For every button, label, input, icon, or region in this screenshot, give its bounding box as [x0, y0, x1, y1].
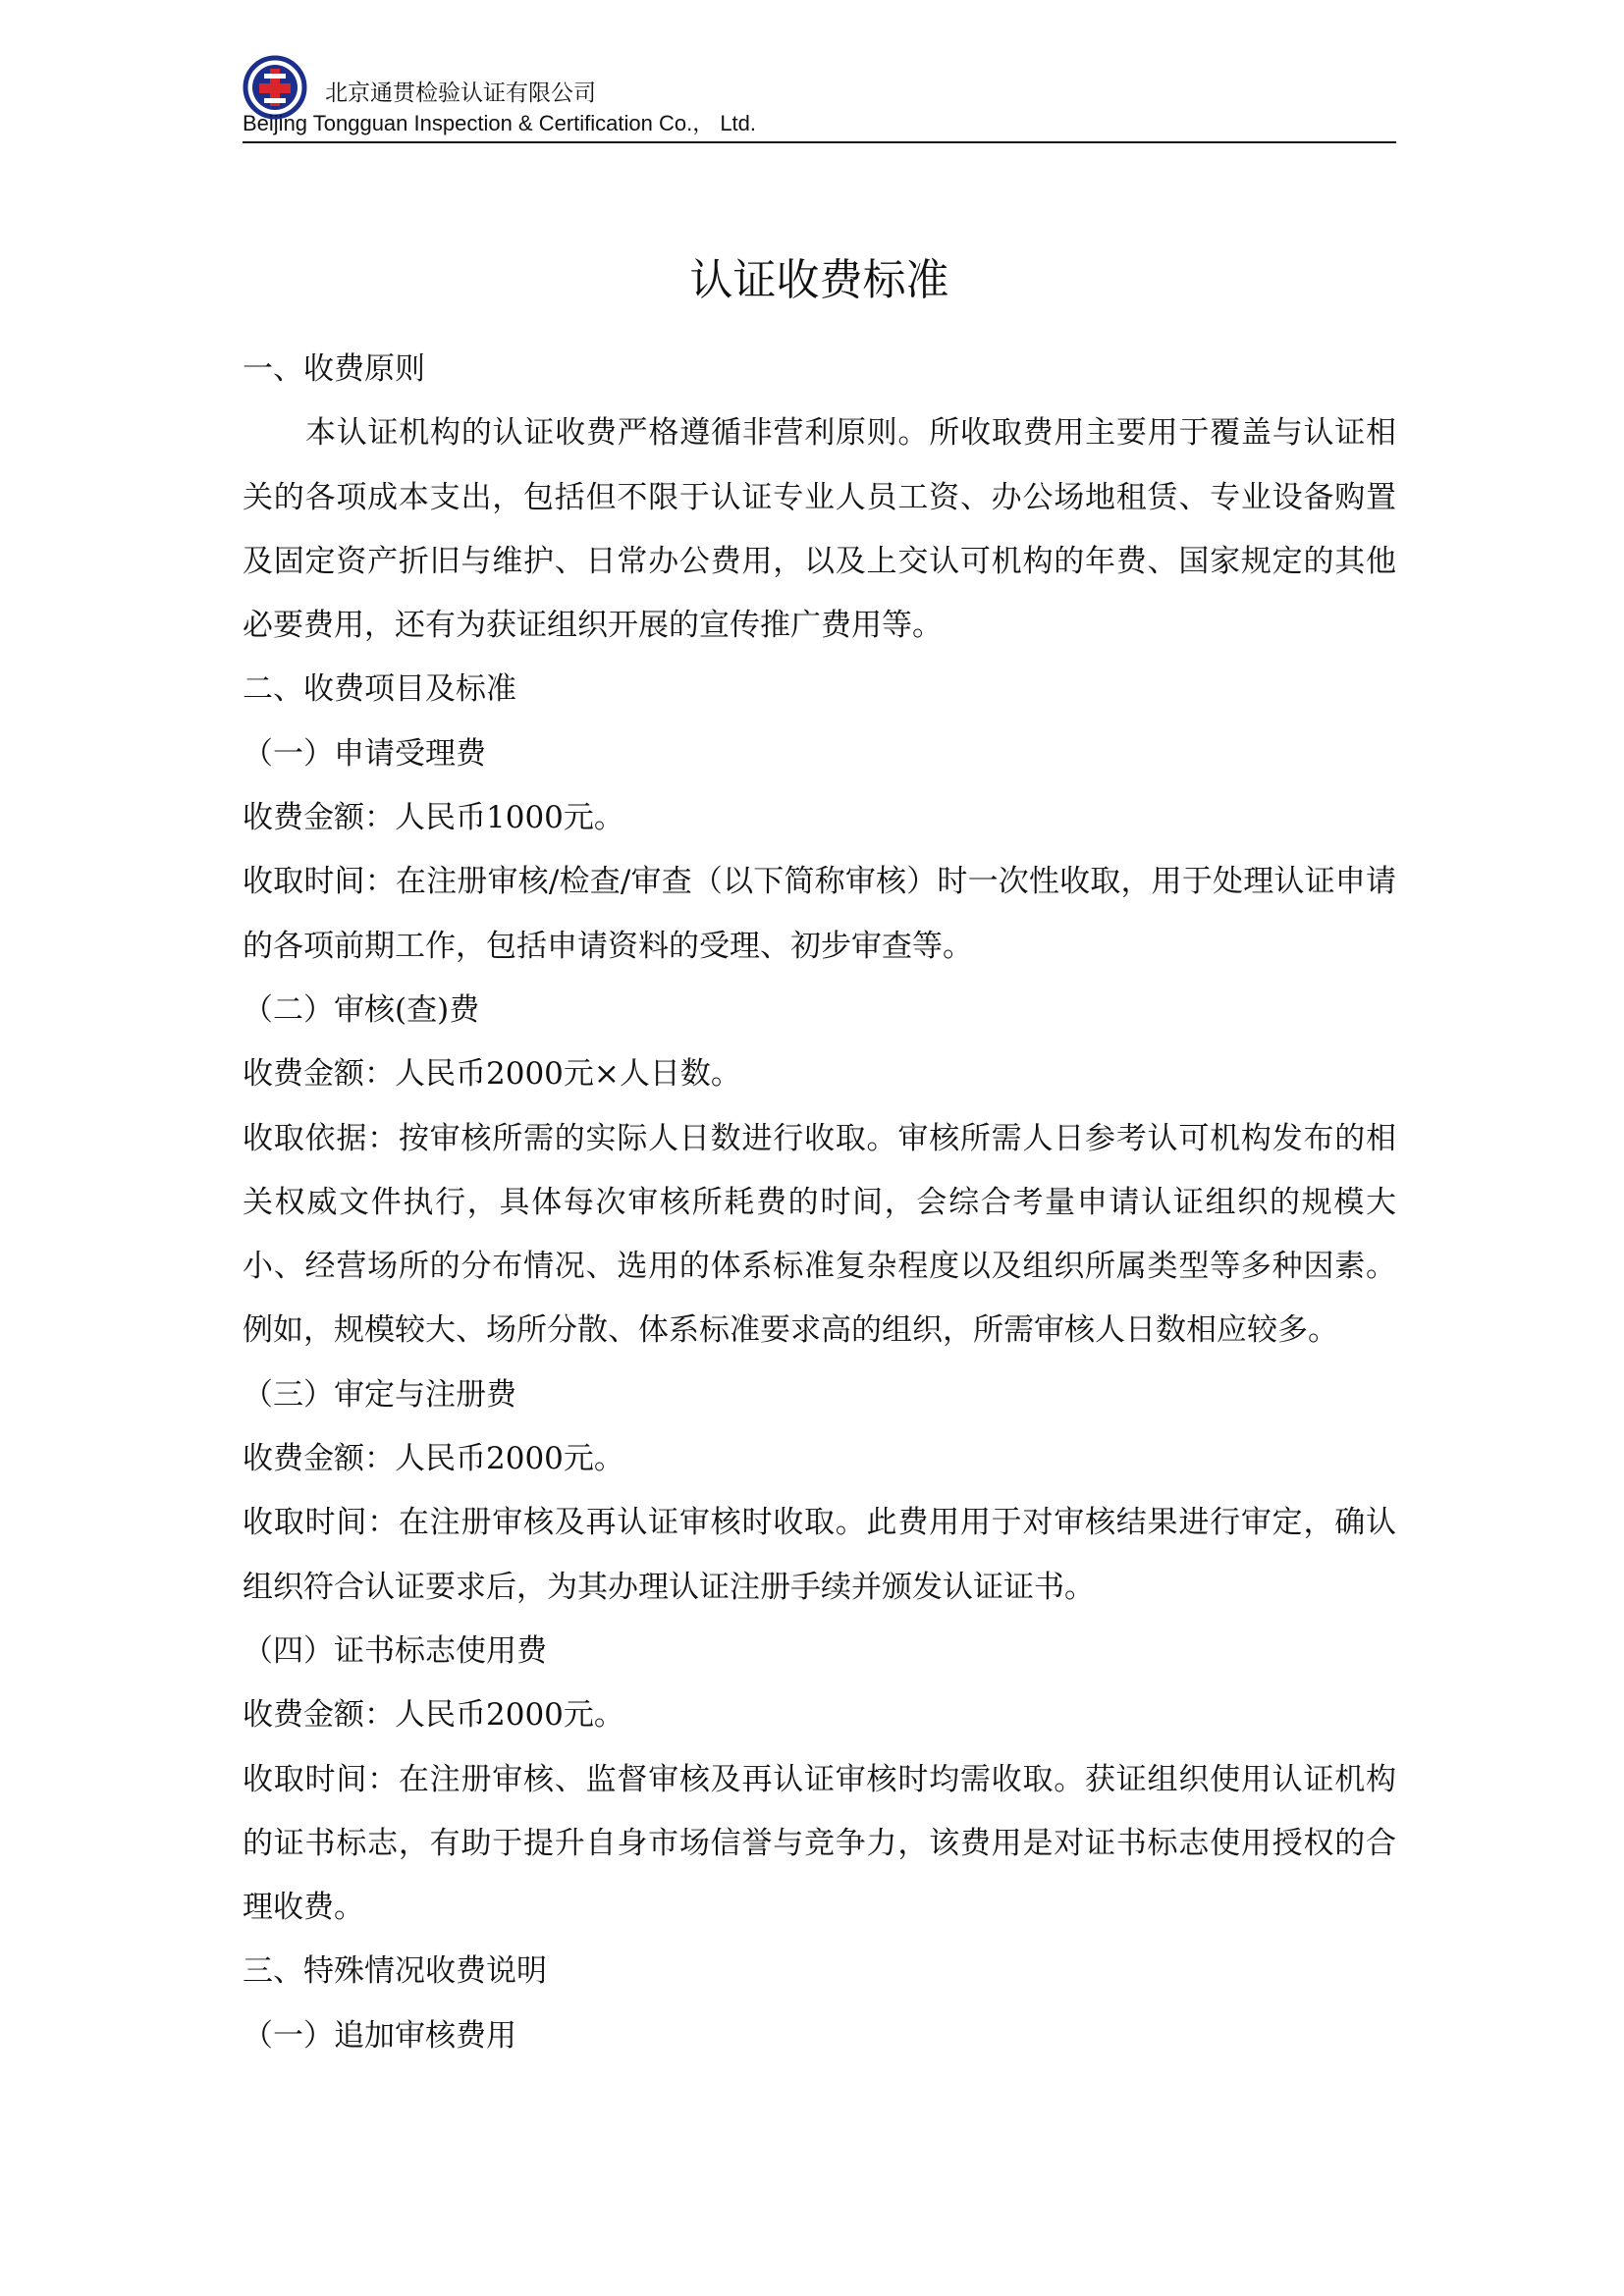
subsection-heading: （一）申请受理费 — [243, 735, 486, 772]
paragraph: 收费金额：人民币2000元×人日数。 — [243, 1056, 741, 1093]
paragraph: 收费金额：人民币2000元。 — [243, 1441, 624, 1477]
company-name-en: Beijing Tongguan Inspection & Certification Co.， Ltd. — [243, 111, 757, 135]
section-heading: 一、收费原则 — [243, 351, 425, 387]
paragraph: 收费金额：人民币1000元。 — [243, 800, 624, 836]
paragraph: 收取时间：在注册审核/检查/审查（以下简称审核）时一次性收取，用于处理认证申请的各项前期工作，包括申请资料的受理、初步审查等。 — [243, 864, 1396, 964]
paragraph: 收费金额：人民币2000元。 — [243, 1697, 624, 1734]
document-title: 认证收费标准 — [689, 255, 949, 305]
subsection-heading: （四）证书标志使用费 — [243, 1632, 547, 1669]
section-heading: 三、特殊情况收费说明 — [243, 1953, 547, 1990]
paragraph: 本认证机构的认证收费严格遵循非营利原则。所收取费用主要用于覆盖与认证相关的各项成本支出，包括但不限于认证专业人员工资、办公场地租赁、专业设备购置及固定资产折旧与维护、日常办公费用，以及上交认可机构的年费、国家规定的其他必要费用，还有为获证组织开展的宣传推广费用等。 — [243, 415, 1396, 644]
company-name-cn: 北京通贯检验认证有限公司 — [325, 80, 596, 106]
subsection-heading: （一）追加审核费用 — [243, 2017, 516, 2054]
document-body — [243, 338, 1396, 2068]
page-header — [243, 49, 1396, 147]
header-divider — [243, 141, 1396, 143]
paragraph: 收取时间：在注册审核及再认证审核时收取。此费用用于对审核结果进行审定，确认组织符合认证要求后，为其办理认证注册手续并颁发认证证书。 — [243, 1505, 1396, 1605]
section-heading: 二、收费项目及标准 — [243, 671, 516, 708]
paragraph: 收取依据：按审核所需的实际人日数进行收取。审核所需人日参考认可机构发布的相关权威文件执行，具体每次审核所耗费的时间，会综合考量申请认证组织的规模大小、经营场所的分布情况、选用的体系标准复杂程度以及组织所属类型等多种因素。例如，规模较大、场所分散、体系标准要求高的组织，所需审核人日数相应较多。 — [243, 1120, 1396, 1349]
paragraph: 收取时间：在注册审核、监督审核及再认证审核时均需收取。获证组织使用认证机构的证书标志，有助于提升自身市场信誉与竞争力，该费用是对证书标志使用授权的合理收费。 — [243, 1761, 1396, 1926]
subsection-heading: （三）审定与注册费 — [243, 1376, 516, 1413]
subsection-heading: （二）审核(查)费 — [243, 991, 480, 1028]
